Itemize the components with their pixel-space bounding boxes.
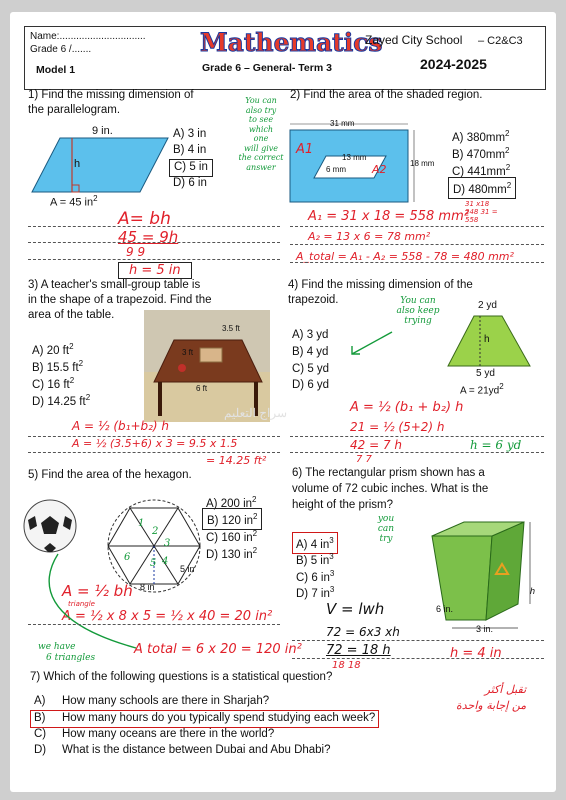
q2-answer-line [290, 262, 544, 263]
q6-hint-note [364, 514, 408, 544]
q2-mark-a1: A1 [296, 142, 314, 157]
option-letter: B) [34, 712, 46, 724]
name-line: Name:............................... [30, 31, 146, 42]
q5-option-d[interactable]: D) 130 $in^2$ [206, 546, 258, 561]
subtitle: Grade 6 – General- Term 3 [202, 62, 332, 74]
q5-answer-line [28, 624, 280, 625]
q1-answer-line [28, 259, 280, 260]
q6-label-3in: 3 in. [476, 624, 494, 634]
q1-answer-line [28, 226, 280, 227]
q1-answer-line [28, 242, 280, 243]
table-leg [158, 382, 162, 416]
hint-line: you [377, 514, 395, 524]
q2-option-b[interactable]: B) $470mm^2$ [452, 146, 510, 161]
q5-work-total: A total = 6 x 20 = 120 in² [134, 642, 302, 657]
q4-hint-note [388, 296, 448, 326]
q2-text: 2) Find the area of the shaded region. [290, 89, 483, 101]
q4-top-label: 2 yd [478, 300, 497, 311]
q4-trapezoid-figure [444, 312, 544, 370]
q5-work-triangle: triangle [68, 600, 95, 608]
q1-text-2: the parallelogram. [28, 104, 121, 116]
q1-work-substitute: 45 = 9h [118, 228, 179, 246]
q5-note-arrow [32, 552, 142, 652]
q2-dim-right: 18 mm [410, 159, 435, 168]
q7-option-a[interactable] [34, 694, 269, 710]
q1-h-label: h [74, 158, 81, 170]
q5-tri-2: 2 [152, 526, 159, 537]
q5-label-5in: 5 in [180, 564, 195, 574]
note-line: تقبل أكثر [484, 683, 527, 696]
q2-dim-inner-width: 13 mm [342, 153, 367, 162]
q5-tri-6: 6 [124, 552, 131, 563]
q6-answer-line [292, 640, 544, 641]
year-label: 2024-2025 [420, 56, 487, 72]
q3-label-bottom: 6 ft [196, 384, 208, 393]
q6-text-3: height of the prism? [292, 499, 394, 511]
q6-option-d[interactable]: D) 7 $in^3$ [296, 585, 335, 600]
q1-top-label: 9 in. [92, 125, 113, 137]
q1-option-d[interactable]: D) 6 in [173, 177, 207, 189]
apple [178, 364, 186, 372]
q5-soccer-ball-icon [22, 498, 78, 554]
q3-work-substitute: A = ½ (3.5+6) x 3 = 9.5 x 1.5 [72, 437, 238, 450]
parallelogram-shape [32, 138, 168, 192]
q5-tri-1: 1 [138, 518, 145, 529]
q4-answer-line [290, 436, 544, 437]
hint-line: can [377, 524, 395, 534]
q3-option-c[interactable]: C) 16 $ft^2$ [32, 376, 75, 391]
q3-option-b[interactable]: B) 15.5 $ft^2$ [32, 359, 84, 374]
q6-label-6in: 6 in. [436, 604, 454, 614]
q1-area-label: A = 45 $in^2$ [50, 194, 98, 209]
q3-work-answer: = 14.25 ft² [206, 454, 267, 467]
q4-hint-arrow [346, 328, 396, 358]
q4-bottom-label: 5 yd [476, 368, 495, 379]
q5-note [38, 642, 95, 664]
option-letter: A) [34, 695, 46, 707]
q7-option-b-selected[interactable] [30, 710, 379, 728]
mathematics-logo: Mathematics [200, 28, 383, 57]
hint-line: also keep [396, 306, 440, 316]
q6-work-substitute: 72 = 6x3 xh [326, 625, 400, 639]
q7-arabic-note [456, 682, 526, 714]
hint-line: trying [404, 316, 432, 326]
q6-prism-bin-figure [422, 512, 534, 632]
hint-line: will give [244, 143, 278, 153]
q5-tri-5: 5 [150, 558, 157, 569]
q6-work-simplify: 72 = 18 h [326, 643, 391, 658]
q5-option-c[interactable]: C) 160 $in^2$ [206, 529, 258, 544]
hint-line: try [379, 534, 393, 544]
q4-work-divide: 7 7 [356, 454, 372, 465]
q4-text-1: 4) Find the missing dimension of the [288, 279, 473, 291]
school-name: Zayed City School [365, 33, 463, 47]
q6-answer-line [292, 658, 544, 659]
q4-work-substitute: 21 = ½ (5+2) h [350, 420, 445, 434]
option-text: What is the distance between Dubai and Abu Dhabi? [62, 744, 331, 756]
note-line: من إجابة واحدة [456, 699, 527, 712]
q5-tri-3: 3 [164, 538, 171, 549]
q3-text-3: area of the table. [28, 309, 115, 321]
q4-work-simplify: 42 = 7 h [350, 438, 403, 452]
option-text: How many schools are there in Sharjah? [62, 695, 270, 707]
grade-line: Grade 6 /....... [30, 44, 92, 55]
q3-answer-line [28, 452, 280, 453]
q5-tri-4: 4 [162, 556, 169, 567]
model-label: Model 1 [36, 64, 76, 76]
q2-dim-top: 31 mm [330, 119, 355, 128]
q7-text: 7) Which of the following questions is a statistical question? [30, 671, 333, 683]
q2-dim-inner-height: 6 mm [326, 165, 346, 174]
option-letter: D) [34, 744, 47, 756]
q6-label-h: h [530, 586, 536, 596]
q5-option-a[interactable]: A) 200 $in^2$ [206, 495, 257, 510]
q1-hint-note [236, 96, 286, 172]
q4-area-label: $A = 21yd^2$ [460, 382, 504, 397]
q2-side-calc: 31 x18 248 31 = 558 [465, 200, 498, 224]
q3-text-2: in the shape of a trapezoid. Find the [28, 294, 212, 306]
q5-label-8in: 8 in [140, 582, 155, 592]
q5-work-formula: A = ½ bh [62, 582, 133, 600]
hint-line: You can [245, 96, 277, 105]
q6-text-2: volume of 72 cubic inches. What is the [292, 483, 489, 495]
hint-line: to see [248, 115, 274, 124]
q1-option-a[interactable]: A) 3 in [173, 128, 207, 140]
q3-option-d[interactable]: D) 14.25 $ft^2$ [32, 393, 91, 408]
q7-option-d[interactable] [34, 743, 331, 759]
q1-option-c-selected[interactable]: C) 5 in [169, 159, 213, 177]
hint-line: the correct [238, 153, 284, 162]
hint-line: one [253, 134, 269, 143]
q6-option-c[interactable]: C) 6 $in^3$ [296, 569, 335, 584]
q6-work-divide: 18 18 [332, 660, 361, 671]
q4-work-formula: A = ½ (b₁ + b₂) h [350, 400, 464, 415]
q1-work-divide: 9 9 [126, 245, 146, 259]
q4-option-a[interactable]: A) 3 yd [292, 329, 329, 341]
q1-option-b[interactable]: B) 4 in [173, 144, 207, 156]
q4-option-b[interactable]: B) 4 yd [292, 346, 329, 358]
q3-answer-line [28, 436, 280, 437]
q6-option-a-selected[interactable]: A) 4 $in^3$ [292, 532, 338, 554]
q2-work-a1: A₁ = 31 x 18 = 558 mm² [308, 209, 469, 224]
q1-work-formula: A= bh [118, 209, 171, 229]
q2-answer-line [290, 244, 544, 245]
q6-work-answer: h = 4 in [450, 646, 502, 661]
q4-text-2: trapezoid. [288, 294, 339, 306]
q3-text-1: 3) A teacher's small-group table is [28, 279, 201, 291]
q4-option-d[interactable]: D) 6 yd [292, 379, 330, 391]
option-text: How many hours do you typically spend studying each week? [62, 712, 376, 724]
book [200, 348, 222, 362]
q1-text-1: 1) Find the missing dimension of [28, 89, 194, 101]
hint-line: which [248, 124, 274, 134]
q3-label-height: 3 ft [182, 348, 194, 357]
q6-text-1: 6) The rectangular prism shown has a [292, 467, 485, 479]
q3-option-a[interactable]: A) 20 $ft^2$ [32, 342, 74, 357]
note-line: 6 triangles [46, 653, 96, 663]
note-line: we have [38, 642, 76, 652]
q2-answer-line [290, 226, 544, 227]
hint-line: also try [245, 105, 277, 115]
q4-option-c[interactable]: C) 5 yd [292, 363, 330, 375]
q2-option-a[interactable]: A) $380mm^2$ [452, 129, 510, 144]
q3-work-formula: A = ½ (b₁+b₂) h [72, 419, 170, 433]
option-letter: C) [34, 728, 47, 740]
q5-option-b-selected[interactable]: B) 120 $in^2$ [202, 508, 262, 530]
q2-option-d-selected[interactable]: D) $480mm^2$ [448, 177, 516, 199]
q6-option-b[interactable]: B) 5 $in^3$ [296, 552, 334, 567]
q2-option-c[interactable]: C) $441mm^2$ [452, 163, 511, 178]
q6-work-formula: V = lwh [326, 600, 385, 618]
section-label: – C2&C3 [478, 35, 523, 47]
q1-work-answer: h = 5 in [118, 262, 192, 279]
watermark: سراج التعليم [224, 406, 288, 420]
q2-work-total: A_total = A₁ - A₂ = 558 - 78 = 480 mm² [296, 250, 514, 263]
q4-work-answer: h = 6 yd [470, 438, 522, 452]
q3-label-top: 3.5 ft [222, 324, 240, 333]
q2-work-a2: A₂ = 13 x 6 = 78 mm² [308, 230, 431, 243]
q4-answer-line [290, 452, 544, 453]
hint-line: answer [246, 162, 276, 172]
q7-option-c[interactable] [34, 727, 274, 743]
q2-mark-a2: A2 [372, 163, 387, 176]
bin-side [486, 522, 524, 620]
worksheet-page [10, 12, 556, 792]
q5-text: 5) Find the area of the hexagon. [28, 469, 192, 481]
q5-work-calc: A = ½ x 8 x 5 = ½ x 40 = 20 in² [62, 609, 273, 624]
hint-line: You can [400, 296, 436, 306]
q4-h-label: h [484, 334, 490, 345]
option-text: How many oceans are there in the world? [62, 728, 275, 740]
